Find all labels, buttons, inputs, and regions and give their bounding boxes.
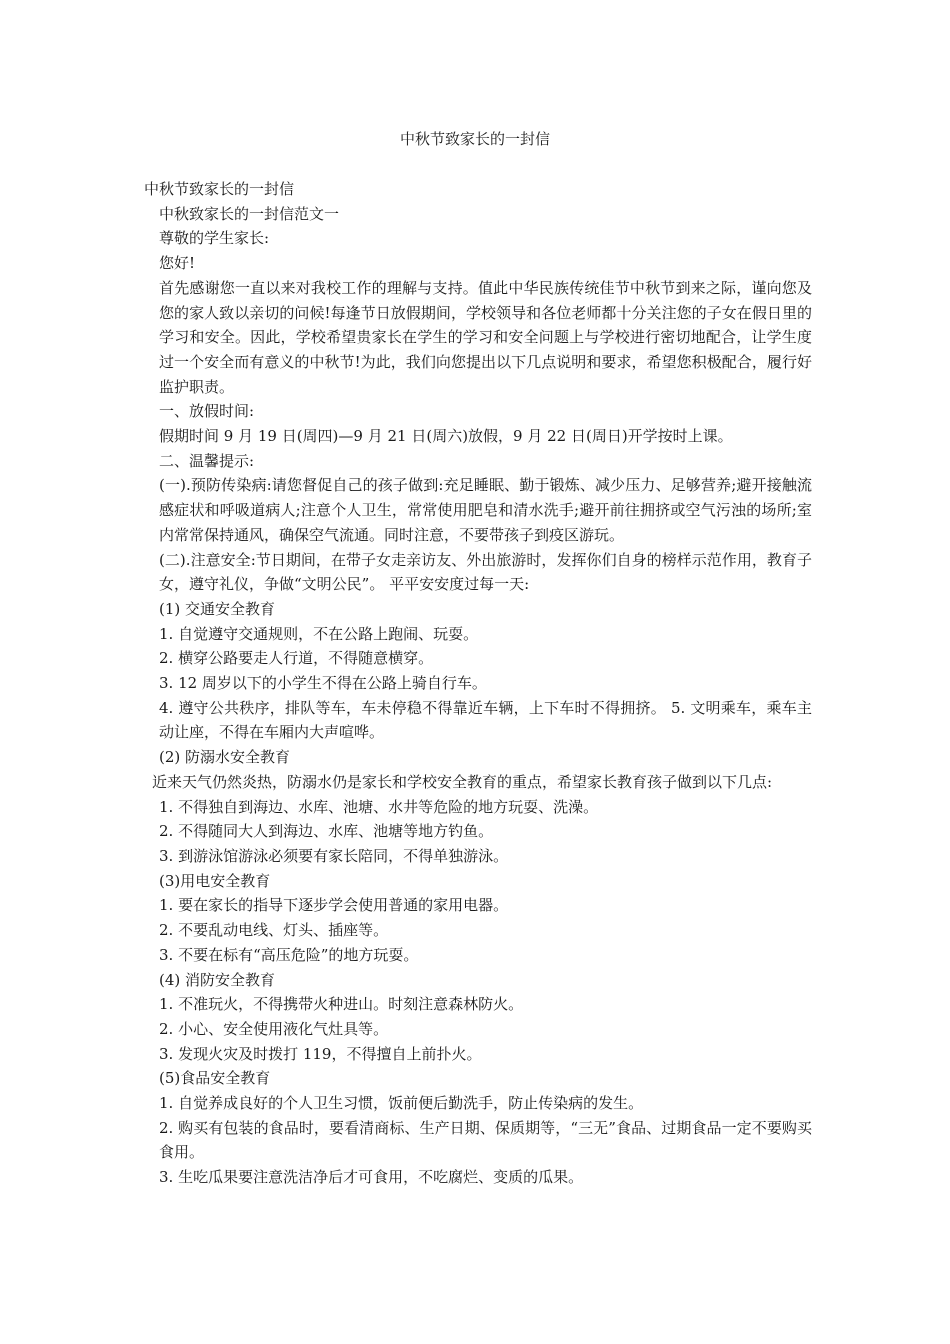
subheading-fire: (4) 消防安全教育	[159, 970, 276, 989]
subheading-traffic: (1) 交通安全教育	[159, 599, 276, 618]
letter-subtitle: 中秋致家长的一封信范文一	[159, 204, 340, 223]
drowning-intro: 近来天气仍然炎热，防溺水仍是家长和学校安全教育的重点，希望家长教育孩子做到以下几点:	[152, 772, 773, 791]
document-body	[144, 177, 812, 1190]
list-item: 4. 遵守公共秩序，排队等车，车未停稳不得靠近车辆，上下车时不得拥挤。 5. 文明乘车，乘车主动让座，不得在车厢内大声喧哗。	[159, 698, 812, 742]
list-item: 2. 购买有包装的食品时，要看清商标、生产日期、保质期等，“三无”食品、过期食品一定不要购买食用。	[159, 1118, 812, 1162]
list-item: 1. 不得独自到海边、水库、池塘、水井等危险的地方玩耍、洗澡。	[159, 797, 599, 816]
greeting: 您好!	[159, 254, 196, 273]
subheading-food: (5)食品安全教育	[159, 1069, 271, 1088]
intro-paragraph: 首先感谢您一直以来对我校工作的理解与支持。值此中华民族传统佳节中秋节到来之际，谨向您及您的家人致以亲切的问候!每逢节日放假期间，学校领导和各位老师都十分关注您的子女在假日里的学习和安全。因此，学校希望贵家长在学生的学习和安全问题上与学校进行密切地配合，让学生度过一个安全而有意义的中秋节!为此，我们向您提出以下几点说明和要求，希望您积极配合，履行好监护职责。	[159, 278, 812, 396]
subheading-drowning: (2) 防溺水安全教育	[159, 748, 291, 767]
list-item: 1. 不准玩火，不得携带火种进山。时刻注意森林防火。	[159, 995, 524, 1014]
tip-safety: (二).注意安全:节日期间，在带子女走亲访友、外出旅游时，发挥你们自身的榜样示范作用，教育子女，遵守礼仪，争做“文明公民”。 平平安安度过每一天:	[159, 550, 812, 594]
list-item: 3. 生吃瓜果要注意洗洁净后才可食用，不吃腐烂、变质的瓜果。	[159, 1168, 584, 1187]
document-title: 中秋节致家长的一封信	[399, 130, 550, 148]
list-item: 1. 自觉养成良好的个人卫生习惯，饭前便后勤洗手，防止传染病的发生。	[159, 1094, 644, 1113]
list-item: 3. 到游泳馆游泳必须要有家长陪同，不得单独游泳。	[159, 846, 509, 865]
list-item: 2. 不要乱动电线、灯头、插座等。	[159, 921, 389, 940]
list-item: 1. 要在家长的指导下逐步学会使用普通的家用电器。	[159, 896, 509, 915]
subheading-electricity: (3)用电安全教育	[159, 871, 271, 890]
letter-heading: 中秋节致家长的一封信	[144, 180, 295, 198]
list-item: 3. 不要在标有“高压危险”的地方玩耍。	[159, 945, 419, 964]
list-item: 1. 自觉遵守交通规则，不在公路上跑闹、玩耍。	[159, 624, 479, 643]
holiday-dates: 假期时间 9 月 19 日(周四)—9 月 21 日(周六)放假，9 月 22 日(周日)开学按时上课。	[159, 427, 733, 446]
list-item: 3. 发现火灾及时拨打 119，不得擅自上前扑火。	[159, 1044, 482, 1063]
list-item: 2. 横穿公路要走人行道，不得随意横穿。	[159, 649, 434, 668]
list-item: 2. 不得随同大人到海边、水库、池塘等地方钓鱼。	[159, 822, 494, 841]
salutation: 尊敬的学生家长:	[159, 229, 270, 248]
list-item: 2. 小心、安全使用液化气灶具等。	[159, 1019, 389, 1038]
tip-disease-prevention: (一).预防传染病:请您督促自己的孩子做到:充足睡眠、勤于锻炼、减少压力、足够营养;避开接触流感症状和呼吸道病人;注意个人卫生，常常使用肥皂和清水洗手;避开前往拥挤或空气污浊的场所;室内常常保持通风，确保空气流通。同时注意，不要带孩子到疫区游玩。	[159, 476, 812, 544]
section-heading-tips: 二、温馨提示:	[159, 451, 255, 470]
section-heading-holiday: 一、放假时间:	[159, 402, 255, 421]
list-item: 3. 12 周岁以下的小学生不得在公路上骑自行车。	[159, 674, 487, 693]
